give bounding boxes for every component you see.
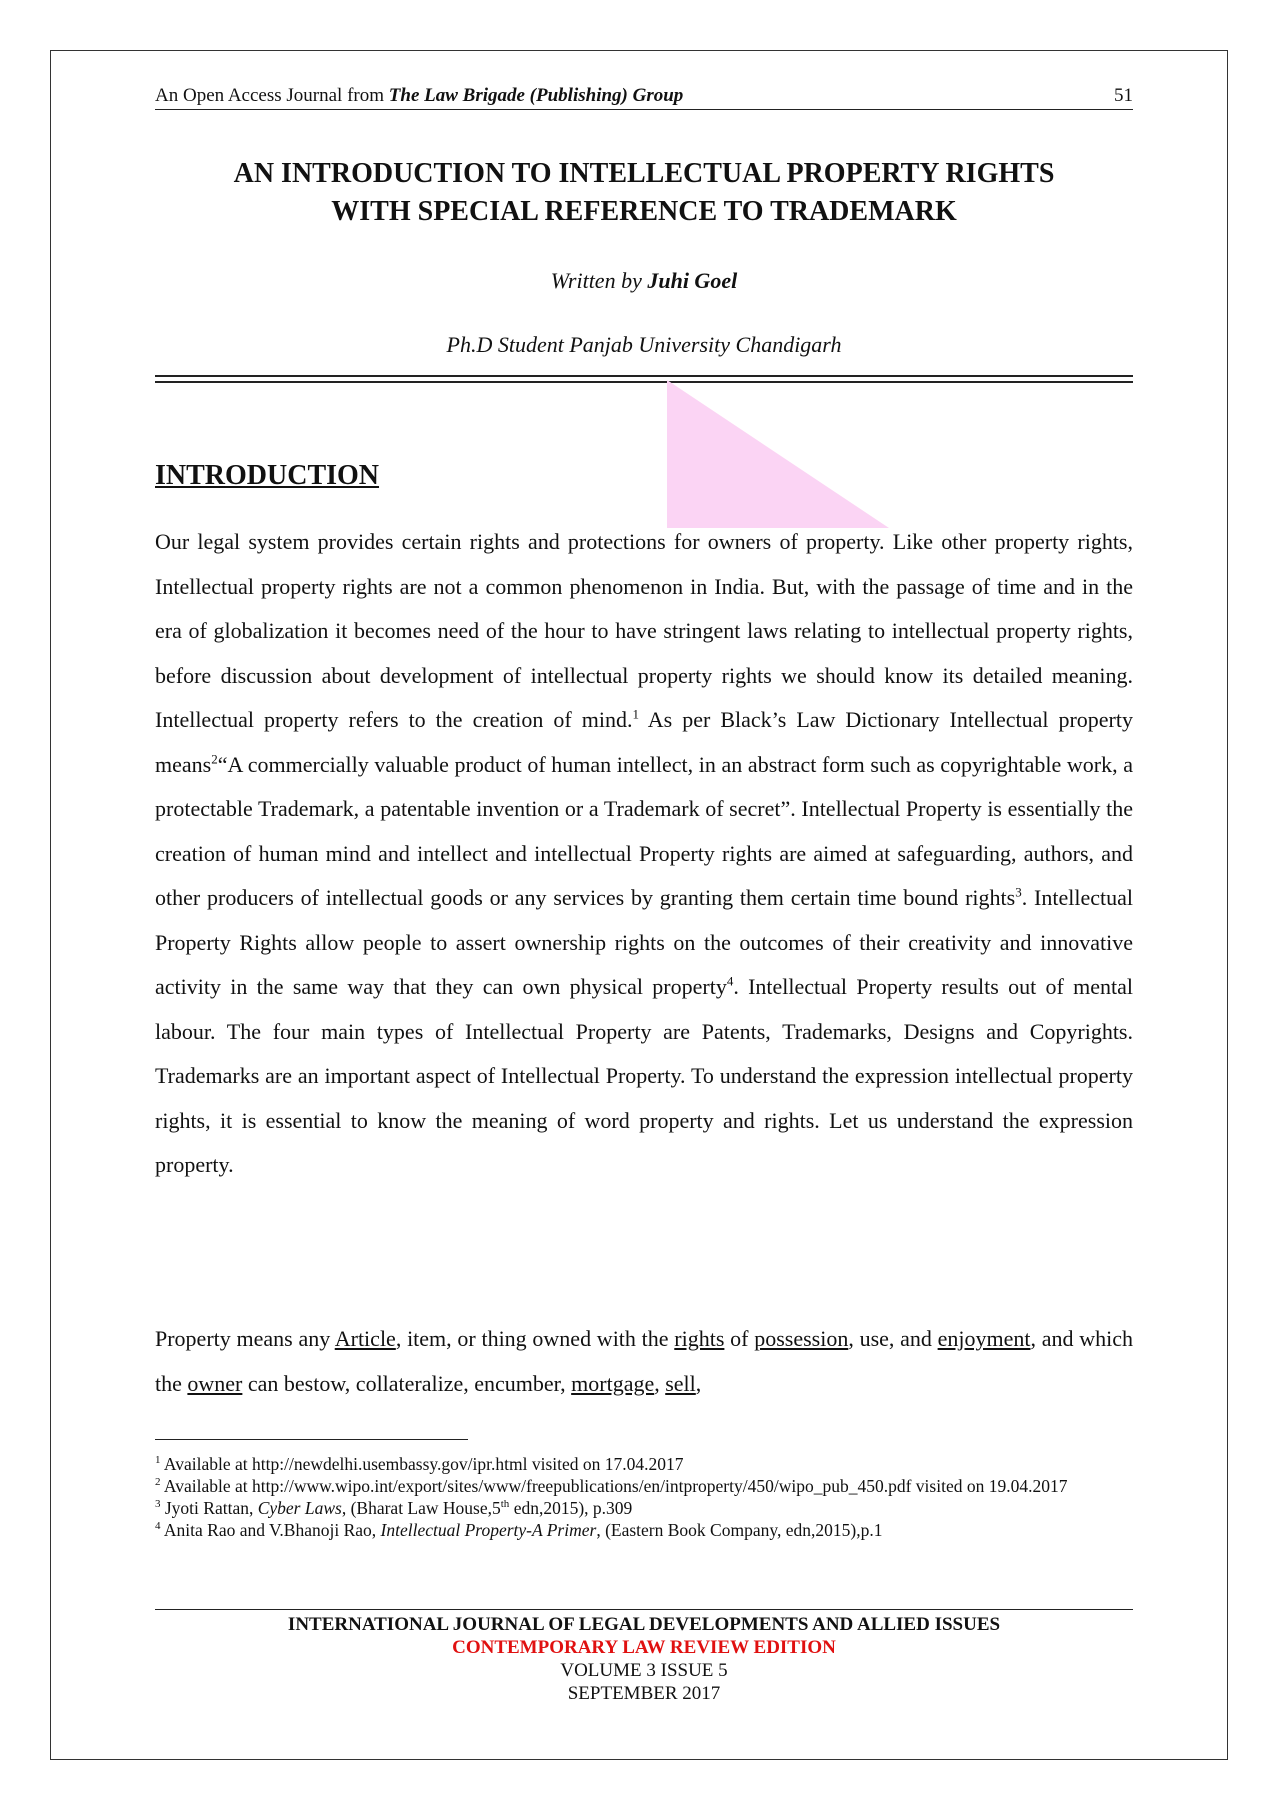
footnote-ref-1[interactable]: 1 [632,706,639,722]
volume-issue: VOLUME 3 ISSUE 5 [560,1660,728,1681]
journal-name: INTERNATIONAL JOURNAL OF LEGAL DEVELOPMENTS AND ALLIED ISSUES [287,1614,1001,1635]
author-name: Juhi Goel [647,268,738,293]
footnote-ref-3[interactable]: 3 [1015,884,1022,900]
footnote-ref-4[interactable]: 4 [726,973,734,989]
link-mortgage[interactable]: mortgage [571,1370,655,1396]
link-possession[interactable]: possession [754,1326,849,1351]
link-enjoyment[interactable]: enjoyment [937,1326,1031,1351]
link-sell[interactable]: sell [665,1370,696,1396]
article-title: AN INTRODUCTION TO INTELLECTUAL PROPERTY RIGHTS WITH SPECIAL REFERENCE TO TRADEMARK [233,158,1055,227]
publisher-name: The Law Brigade (Publishing) Group [388,85,684,106]
affiliation: Ph.D Student Panjab University Chandigarh [446,332,842,357]
pink-highlight-mark [667,380,892,530]
edition-name: CONTEMPORARY LAW REVIEW EDITION [452,1637,836,1658]
footnote-2: $^2$ Available at http://www.wipo.int/export/sites/www/freepublications/en/intproperty/450/wipo_pub_450.pdf visited on 19.04.2017 [155,1476,1068,1496]
footnote-separator [155,1439,468,1440]
page-number: 51 [1114,85,1133,106]
link-owner[interactable]: owner [187,1370,243,1396]
property-paragraph: Property means any Article, item, or thing owned with the rights of possession, use, and enjoyment, and which the owner can bestow, collateralize, encumber, mortgage, sell, [155,1326,1133,1396]
byline: Written by Juhi Goel [550,268,738,293]
journal-footer [155,1613,1133,1705]
intro-paragraph: Our legal system provides certain rights and protections for owners of property. Like other property rights, Intellectual property rights are not a common phenomenon in India. But, with the passage of time and in the era of globalization it becomes need of the hour to have stringent laws relating to intellectual property rights, before discussion about development of intellectual property rights we should know its detailed meaning. Intellectual property refers to the creation of mind.$^1$ As per Black’s Law Dictionary Intellectual property means$^2$“A commercially valuable product of human intellect, in an abstract form such as copyrightable work, a protectable Trademark, a patentable invention or a Trademark of secret”. Intellectual Property is essentially the creation of human mind and intellect and intellectual Property rights are aimed at safeguarding, authors, and other producers of intellectual goods or any services by granting them certain time bound rights$^3$. Intellectual Property Rights allow people to assert ownership rights on the outcomes of their creativity and innovative activity in the same way that they can own physical property$^4$. Intellectual Property results out of mental labour. The four main types of Intellectual Property are Patents, Trademarks, Designs and Copyrights. Trademarks are an important aspect of Intellectual Property. To understand the expression intellectual property rights, it is essential to know the meaning of word property and rights. Let us understand the expression property. [155,529,1133,1177]
issue-date: SEPTEMBER 2017 [567,1683,721,1704]
footnote-3: $^3$ Jyoti Rattan, Cyber Laws, (Bharat Law House,5th edn,2015), p.309 [155,1498,633,1518]
footnotes [155,1453,1133,1541]
section-heading: INTRODUCTION [155,460,380,491]
link-article[interactable]: Article [334,1326,396,1351]
footnote-4: $^4$ Anita Rao and V.Bhanoji Rao, Intellectual Property-A Primer, (Eastern Book Company, edn,2015),p.1 [155,1520,883,1540]
title-double-rule [155,375,1133,383]
running-header [155,80,1133,110]
journal-source: An Open Access Journal from The Law Brigade (Publishing) Group [155,85,684,106]
link-rights[interactable]: rights [674,1326,725,1351]
footnote-ref-2[interactable]: 2 [211,751,218,767]
footnote-1: $^1$ Available at http://newdelhi.usembassy.gov/ipr.html visited on 17.04.2017 [155,1454,684,1474]
footer-rule [155,1609,1133,1610]
